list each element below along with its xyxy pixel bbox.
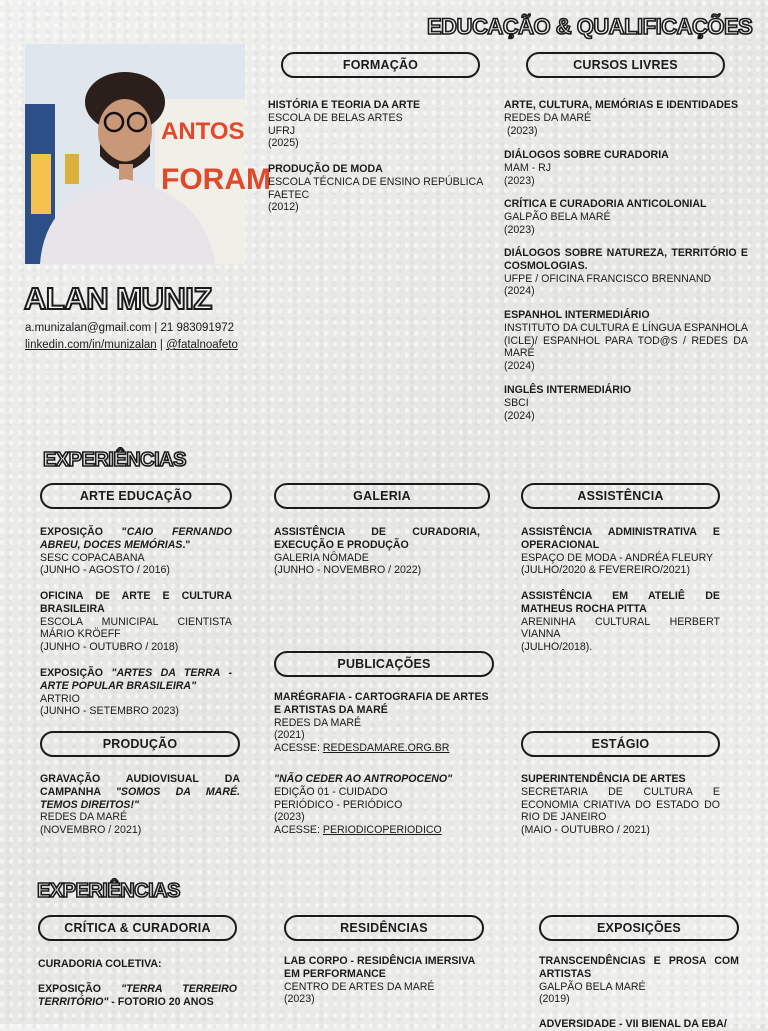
contact-email-phone: a.munizalan@gmail.com | 21 983091972 xyxy=(25,322,235,334)
cursos-livres-pill: CURSOS LIVRES xyxy=(526,52,725,78)
contact-social xyxy=(25,339,238,351)
separator: | xyxy=(156,339,167,351)
producao-entry: GRAVAÇÃO AUDIOVISUAL DA CAMPANHA "SOMOS DA MARÉ. TEMOS DIREITOS!" REDES DA MARÉ (NOVEMBRO / 2021) xyxy=(40,773,240,837)
assistencia-pill: ASSISTÊNCIA xyxy=(521,483,720,509)
redesdamare-link[interactable]: REDESDAMARE.ORG.BR xyxy=(322,742,450,755)
exposicao-entry: ADVERSIDADE - VII BIENAL DA EBA/ xyxy=(539,1018,727,1030)
arte-educacao-entry: EXPOSIÇÃO "ARTES DA TERRA - ARTE POPULAR BRASILEIRA" ARTRIO (JUNHO - SETEMBRO 2023) xyxy=(40,667,232,718)
arte-educacao-entry: OFICINA DE ARTE E CULTURA BRASILEIRA ESCOLA MUNICIPAL CIENTISTA MÁRIO KRÖEFF (JUNHO - OUTUBRO / 2018) xyxy=(40,590,232,654)
sign-text: ANTOS xyxy=(161,118,245,145)
curso-entry: CRÍTICA E CURADORIA ANTICOLONIAL GALPÃO BELA MARÉ (2023) xyxy=(504,198,707,236)
section-title-education: EDUCAÇÃO & QUALIFICAÇÕES xyxy=(427,14,753,39)
assistencia-entry: ASSISTÊNCIA ADMINISTRATIVA E OPERACIONAL ESPAÇO DE MODA - ANDRÉA FLEURY (JULHO/2020 & FEVEREIRO/2021) xyxy=(521,526,720,577)
galeria-entry: ASSISTÊNCIA DE CURADORIA, EXECUÇÃO E PRODUÇÃO GALERIA NÔMADE (JUNHO - NOVEMBRO / 2022) xyxy=(274,526,480,577)
profile-photo xyxy=(25,44,271,264)
profile-name: ALAN MUNIZ xyxy=(24,281,212,316)
portrait-illustration xyxy=(25,44,271,264)
curso-entry: ESPANHOL INTERMEDIÁRIO INSTITUTO DA CULTURA E LÍNGUA ESPANHOLA (ICLE)/ ESPANHOL PARA TOD@S / REDES DA MARÉ (2024) xyxy=(504,309,748,373)
instagram-link[interactable]: @fatalnoafeto xyxy=(166,339,238,351)
formacao-pill: FORMAÇÃO xyxy=(281,52,480,78)
publicacao-entry: MARÉGRAFIA - CARTOGRAFIA DE ARTES E ARTISTAS DA MARÉ REDES DA MARÉ (2021) ACESSE: REDESDAMARE.ORG.BR xyxy=(274,691,489,755)
publicacao-entry: "NÃO CEDER AO ANTROPOCENO" EDIÇÃO 01 - CUIDADO PERIÓDICO - PERIÓDICO (2023) ACESSE: PERIODICOPERIODICO xyxy=(274,773,453,837)
assistencia-entry: ASSISTÊNCIA EM ATELIÊ DE MATHEUS ROCHA PITTA ARENINHA CULTURAL HERBERT VIANNA (JULHO/2018). xyxy=(521,590,720,654)
arte-educacao-entry: EXPOSIÇÃO "CAIO FERNANDO ABREU, DOCES MEMÓRIAS." SESC COPACABANA (JUNHO - AGOSTO / 2016) xyxy=(40,526,232,577)
arte-educacao-pill: ARTE EDUCAÇÃO xyxy=(40,483,232,509)
estagio-entry: SUPERINTENDÊNCIA DE ARTES SECRETARIA DE CULTURA E ECONOMIA CRIATIVA DO ESTADO DO RIO DE JANEIRO (MAIO - OUTUBRO / 2021) xyxy=(521,773,720,837)
formacao-entry: PRODUÇÃO DE MODA ESCOLA TÉCNICA DE ENSINO REPÚBLICA FAETEC (2012) xyxy=(268,163,484,214)
section-title-experiences-2: EXPERIÊNCIAS xyxy=(37,880,180,902)
residencias-pill: RESIDÊNCIAS xyxy=(284,915,484,941)
critica-entry: EXPOSIÇÃO "TERRA TERREIRO TERRITÓRIO" - FOTORIO 20 ANOS xyxy=(38,983,237,1008)
curso-entry: INGLÊS INTERMEDIÁRIO SBCI (2024) xyxy=(504,384,632,422)
critica-curadoria-pill: CRÍTICA & CURADORIA xyxy=(38,915,237,941)
estagio-pill: ESTÁGIO xyxy=(521,731,720,757)
curso-entry: DIÁLOGOS SOBRE NATUREZA, TERRITÓRIO E COSMOLOGIAS. UFPE / OFICINA FRANCISCO BRENNAND (2024) xyxy=(504,247,748,298)
publicacoes-pill: PUBLICAÇÕES xyxy=(274,651,494,677)
residencia-entry: LAB CORPO - RESIDÊNCIA IMERSIVA EM PERFORMANCE CENTRO DE ARTES DA MARÉ (2023) xyxy=(284,955,475,1006)
curso-entry: DIÁLOGOS SOBRE CURADORIA MAM - RJ (2023) xyxy=(504,149,669,187)
critica-entry: CURADORIA COLETIVA: xyxy=(38,958,162,970)
linkedin-link[interactable]: linkedin.com/in/munizalan xyxy=(25,339,157,351)
exposicoes-pill: EXPOSIÇÕES xyxy=(539,915,739,941)
galeria-pill: GALERIA xyxy=(274,483,490,509)
exposicao-entry: TRANSCENDÊNCIAS E PROSA COM ARTISTAS GALPÃO BELA MARÉ (2019) xyxy=(539,955,739,1006)
section-title-experiences: EXPERIÊNCIAS xyxy=(43,449,186,471)
formacao-entry: HISTÓRIA E TEORIA DA ARTE ESCOLA DE BELAS ARTES UFRJ (2025) xyxy=(268,99,421,150)
svg-text:FORAM: FORAM xyxy=(161,163,271,196)
periodico-link[interactable]: PERIODICOPERIODICO xyxy=(322,824,442,837)
curso-entry: ARTE, CULTURA, MEMÓRIAS E IDENTIDADES REDES DA MARÉ (2023) xyxy=(504,99,739,137)
producao-pill: PRODUÇÃO xyxy=(40,731,240,757)
